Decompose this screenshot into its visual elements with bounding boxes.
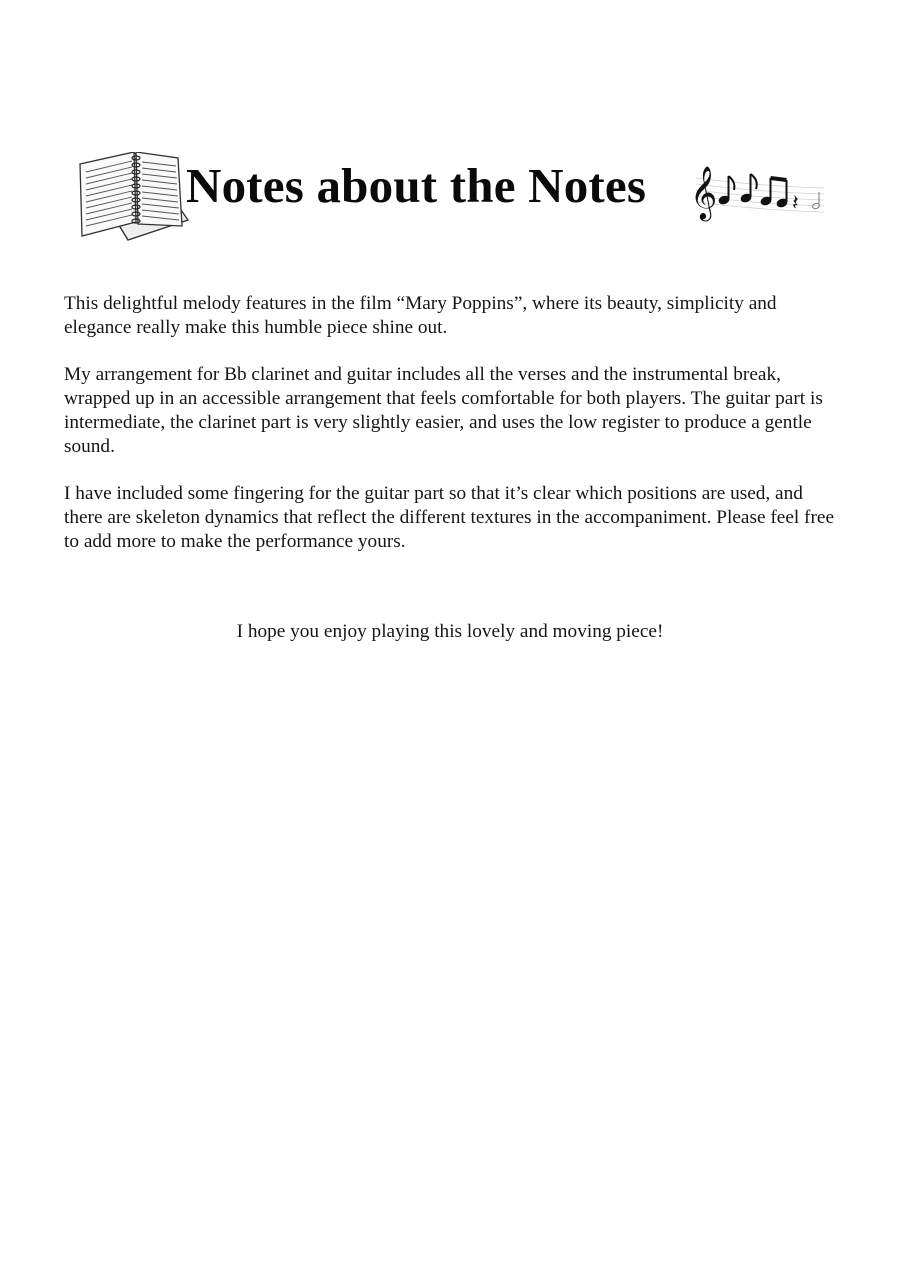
music-notes-icon — [688, 158, 828, 222]
paragraph-intro: This delightful melody features in the film “Mary Poppins”, where its beauty, simplicity and elegance really make this humble piece shine out. — [64, 293, 777, 339]
page-header — [78, 150, 828, 246]
svg-text:𝄞: 𝄞 — [690, 165, 718, 219]
svg-text:𝄽: 𝄽 — [792, 191, 799, 216]
notebook-icon — [78, 152, 190, 244]
closing-line: I hope you enjoy playing this lovely and moving piece! — [236, 621, 664, 642]
paragraph-fingering: I have included some fingering for the guitar part so that it’s clear which positions are used, and there are skeleton dynamics that reflect the different textures in the accompaniment. Please feel free to add more to make the performance yours. — [64, 482, 835, 553]
paragraph-arrangement: My arrangement for Bb clarinet and guitar includes all the verses and the instrumental break, wrapped up in an accessible arrangement that feels comfortable for both players. The guitar part is intermediate, the clarinet part is very slightly easier, and uses the low register to produce a gentle sound. — [64, 363, 823, 458]
page-title: Notes about the Notes — [186, 158, 647, 213]
notes-body — [64, 292, 834, 577]
